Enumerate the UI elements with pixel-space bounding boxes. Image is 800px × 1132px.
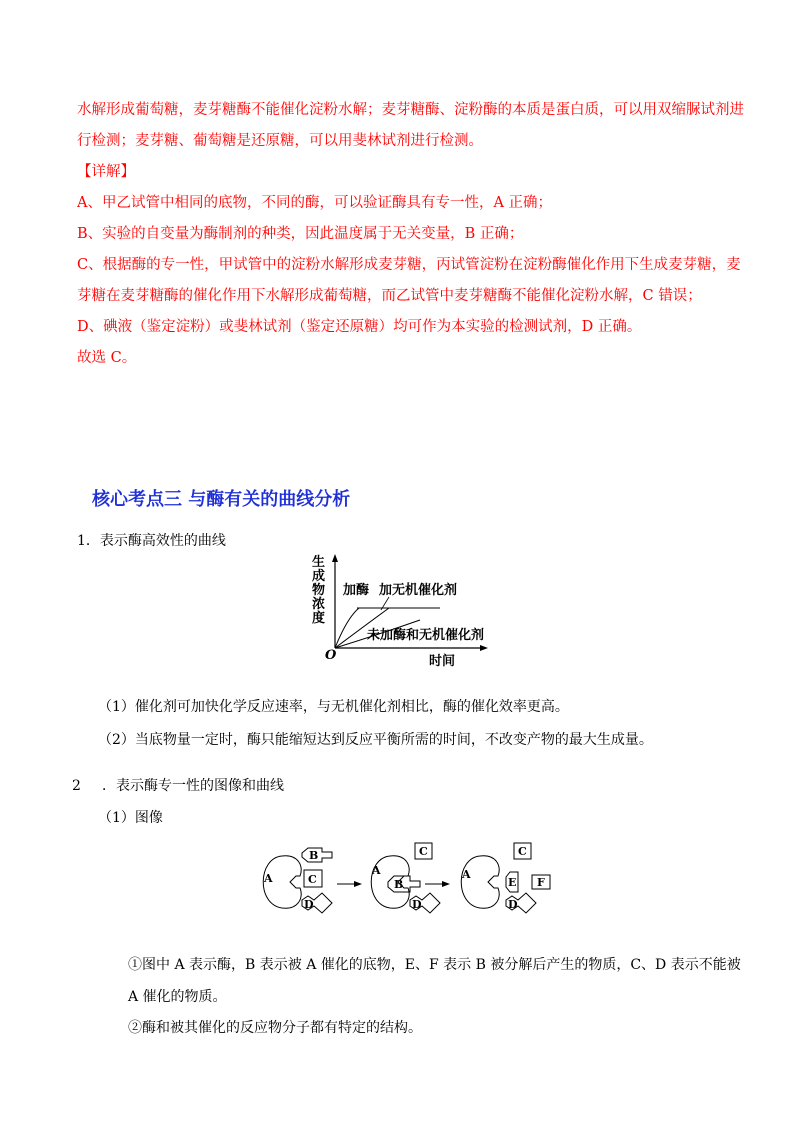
item2-note1-line2: A 催化的物质。 [128,989,227,1005]
y-label-char: 生 [312,555,326,570]
explanation-line: 水解形成葡萄糖，麦芽糖酶不能催化淀粉水解；麦芽糖酶、淀粉酶的本质是蛋白质，可以用双缩脲试剂进 [77,102,744,118]
item2-title: ．表示酶专一性的图像和曲线 [102,778,284,794]
section-title: 核心考点三 与酶有关的曲线分析 [92,489,351,510]
other-d-label-3: D [508,898,518,911]
other-c-label: C [308,873,317,886]
substrate-b-label: B [309,849,319,862]
enzyme-a-label: A [264,872,273,885]
x-axis-arrow [480,645,488,651]
option-d-line: D、碘液（鉴定淀粉）或斐林试剂（鉴定还原糖）均可作为本实验的检测试剂，D 正确。 [77,319,642,335]
substrate-b-bound [388,876,420,892]
y-label-char: 浓 [312,597,326,612]
other-c-label-3: C [518,845,527,858]
y-label-char: 物 [312,583,326,598]
arrow-2-head [442,881,450,887]
enzyme-a-label-3: A [462,868,471,881]
y-label-char: 成 [312,569,326,584]
origin-label: O [325,648,337,663]
other-c-label-2: C [419,845,428,858]
y-label-char: 度 [312,611,326,626]
y-axis-arrow [332,554,338,562]
option-b-line: B、实验的自变量为酶制剂的种类，因此温度属于无关变量，B 正确； [77,226,524,242]
option-c-line: C、根据酶的专一性，甲试管中的淀粉水解形成麦芽糖，丙试管淀粉在淀粉酶催化作用下生成麦芽糖，麦 [77,257,741,273]
option-a-line: A、甲乙试管中相同的底物，不同的酶，可以验证酶具有专一性，A 正确； [77,195,553,211]
efficiency-graph [305,552,515,670]
item2-number: 2 [72,778,81,794]
specificity-diagram [252,838,557,923]
curve-inorganic-label: 加无机催化剂 [379,583,458,598]
answer-line: 故选 C。 [77,350,137,366]
item1-title: 表示酶高效性的曲线 [99,533,226,549]
product-e-label: E [508,876,517,889]
item1-number: 1． [77,533,100,549]
item1-point2: （2）当底物量一定时，酶只能缩短达到反应平衡所需的时间，不改变产物的最大生成量。 [98,732,653,748]
enzyme-a-label-2: A [372,864,381,877]
item1-title-row [77,531,226,551]
item1-point1: （1）催化剂可加快化学反应速率，与无机催化剂相比，酶的催化效率更高。 [98,699,569,715]
x-axis-label: 时间 [429,654,456,669]
product-f-label: F [537,876,545,889]
curve-enzyme-label: 加酶 [343,583,370,598]
item2-note2: ②酶和被其催化的反应物分子都有特定的结构。 [128,1020,422,1036]
enzyme-a-shape-3 [461,856,499,908]
other-d-label-2: D [412,898,422,911]
arrow-1-head [354,881,362,887]
explanation-line: 行检测；麦芽糖、葡萄糖是还原糖，可以用斐林试剂进行检测。 [77,133,483,149]
option-c-line-cont: 芽糖在麦芽糖酶的催化作用下水解形成葡萄糖，而乙试管中麦芽糖酶不能催化淀粉水解，C 错误； [77,288,702,304]
item2-note1-line1: ①图中 A 表示酶，B 表示被 A 催化的底物，E、F 表示 B 被分解后产生的物质，C、D 表示不能被 [128,957,741,973]
item2-sub1: （1）图像 [98,810,163,826]
substrate-b-label-2: B [394,878,404,891]
detail-heading: 【详解】 [77,164,135,180]
graph-y-label [312,554,325,626]
other-d-label: D [304,898,314,911]
curve-none-label: 未加酶和无机催化剂 [367,628,485,643]
